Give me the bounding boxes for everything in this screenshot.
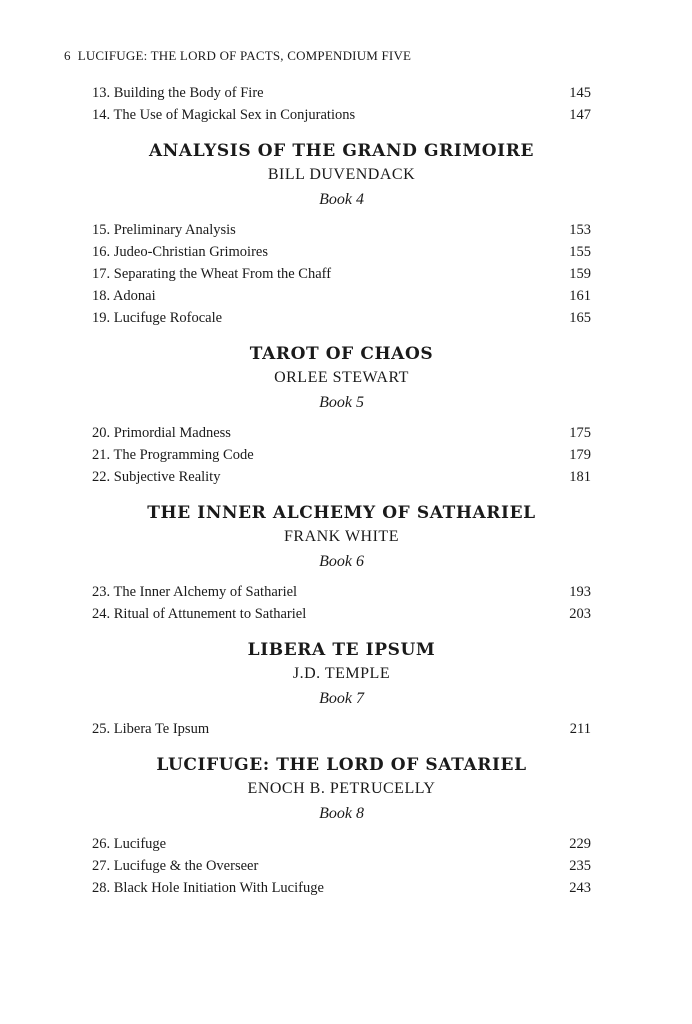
- toc-entry[interactable]: [92, 104, 591, 126]
- section-title: LUCIFUGE: THE LORD OF SATARIEL: [156, 755, 527, 775]
- toc-entry[interactable]: [92, 82, 591, 104]
- toc-entry[interactable]: [92, 219, 591, 241]
- entry-page: 147: [569, 107, 591, 123]
- running-header: [64, 48, 411, 64]
- entry-title: 26. Lucifuge: [92, 836, 167, 852]
- toc-entry[interactable]: [92, 263, 591, 285]
- section-book: Book 8: [319, 805, 364, 822]
- entry-page: 161: [569, 288, 591, 304]
- entry-page: 153: [569, 222, 591, 238]
- toc-entry[interactable]: [92, 466, 591, 488]
- section-heading: [92, 754, 591, 825]
- section-heading: [92, 502, 591, 573]
- entry-page: 175: [569, 425, 591, 441]
- table-of-contents: [92, 82, 591, 899]
- section-author: ORLEE STEWART: [274, 369, 409, 386]
- entry-page: 159: [569, 266, 591, 282]
- toc-entry[interactable]: [92, 422, 591, 444]
- section-heading: [92, 343, 591, 414]
- entry-title: 17. Separating the Wheat From the Chaff: [92, 266, 332, 282]
- toc-entry[interactable]: [92, 581, 591, 603]
- section-title: ANALYSIS OF THE GRAND GRIMOIRE: [148, 141, 535, 161]
- running-title: LUCIFUGE: THE LORD OF PACTS, COMPENDIUM FIVE: [77, 48, 412, 63]
- entry-title: 20. Primordial Madness: [92, 425, 231, 441]
- toc-entry[interactable]: [92, 444, 591, 466]
- toc-entry[interactable]: [92, 855, 591, 877]
- entry-title: 22. Subjective Reality: [92, 469, 221, 485]
- section-title: TAROT OF CHAOS: [249, 344, 434, 364]
- toc-entry[interactable]: [92, 241, 591, 263]
- section-book: Book 7: [319, 690, 364, 707]
- entry-page: 179: [569, 447, 591, 463]
- section-title: LIBERA TE IPSUM: [247, 640, 436, 660]
- toc-entry[interactable]: [92, 307, 591, 329]
- entry-page: 235: [569, 858, 591, 874]
- entry-page: 165: [569, 310, 591, 326]
- section-heading: [92, 639, 591, 710]
- section-book: Book 5: [319, 394, 364, 411]
- toc-entry[interactable]: [92, 833, 591, 855]
- section-book: Book 6: [319, 553, 364, 570]
- entry-title: 19. Lucifuge Rofocale: [92, 310, 223, 326]
- page-number: 6: [64, 48, 71, 63]
- entry-title: 23. The Inner Alchemy of Sathariel: [92, 584, 298, 600]
- entry-page: 155: [569, 244, 591, 260]
- toc-entry[interactable]: [92, 285, 591, 307]
- entry-page: 203: [569, 606, 591, 622]
- entry-title: 28. Black Hole Initiation With Lucifuge: [92, 880, 324, 896]
- entry-title: 16. Judeo-Christian Grimoires: [92, 244, 268, 260]
- entry-title: 18. Adonai: [92, 288, 156, 304]
- section-author: J.D. TEMPLE: [292, 665, 391, 682]
- entry-title: 13. Building the Body of Fire: [92, 85, 264, 101]
- entry-page: 229: [569, 836, 591, 852]
- toc-entry[interactable]: [92, 603, 591, 625]
- toc-entry[interactable]: [92, 718, 591, 740]
- section-author: BILL DUVENDACK: [267, 166, 416, 183]
- section-heading: [92, 140, 591, 211]
- entry-title: 15. Preliminary Analysis: [92, 222, 236, 238]
- entry-title: 14. The Use of Magickal Sex in Conjurations: [92, 107, 356, 123]
- entry-page: 211: [569, 721, 591, 737]
- entry-title: 27. Lucifuge & the Overseer: [92, 858, 259, 874]
- entry-page: 145: [569, 85, 591, 101]
- toc-entry[interactable]: [92, 877, 591, 899]
- entry-title: 21. The Programming Code: [92, 447, 254, 463]
- section-title: THE INNER ALCHEMY OF SATHARIEL: [147, 503, 536, 523]
- entry-title: 25. Libera Te Ipsum: [92, 721, 210, 737]
- entry-page: 243: [569, 880, 591, 896]
- section-author: FRANK WHITE: [284, 528, 399, 545]
- entry-title: 24. Ritual of Attunement to Sathariel: [92, 606, 307, 622]
- section-book: Book 4: [319, 191, 364, 208]
- section-author: ENOCH B. PETRUCELLY: [247, 780, 436, 797]
- entry-page: 181: [569, 469, 591, 485]
- entry-page: 193: [569, 584, 591, 600]
